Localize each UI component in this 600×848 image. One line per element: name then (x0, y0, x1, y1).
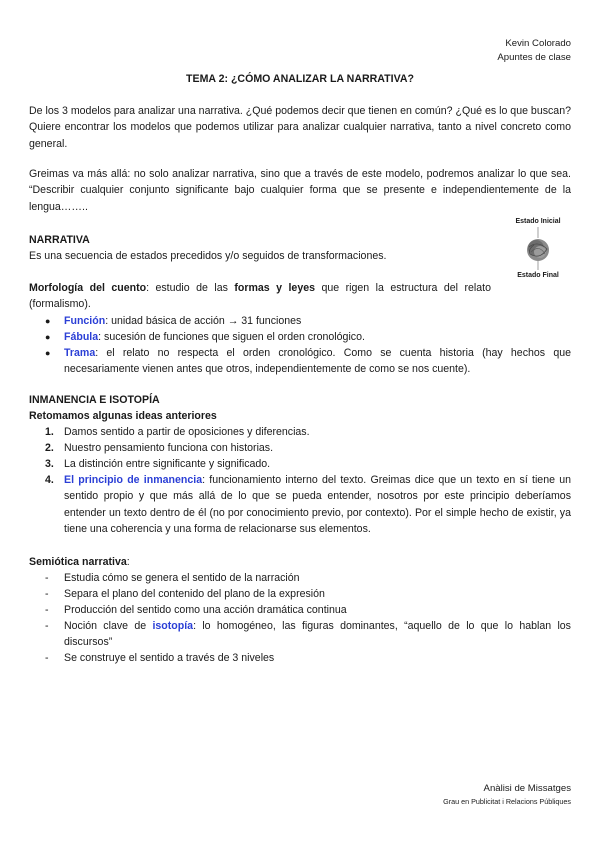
footer-course: Anàlisi de Missatges (483, 783, 571, 794)
numbered-item (45, 440, 571, 456)
page-header (497, 37, 571, 65)
narrativa-definition: Es una secuencia de estados precedidos y/o seguidos de transformaciones. (29, 250, 387, 262)
item-text: Estudia cómo se genera el sentido de la narración (64, 572, 300, 584)
dash-icon: - (45, 652, 49, 664)
item-number: 4. (45, 474, 54, 486)
list-item (45, 618, 571, 651)
section-heading-inmanencia: INMANENCIA E ISOTOPÍA (29, 394, 160, 406)
item-text: La distinción entre significante y significado. (64, 458, 271, 470)
item-number: 1. (45, 426, 54, 438)
item-text: Separa el plano del contenido del plano de la expresión (64, 588, 325, 600)
item-text: Nuestro pensamiento funciona con historias. (64, 442, 274, 454)
morfologia-text-a: : estudio de las (146, 282, 235, 294)
list-item (45, 313, 571, 329)
bullet-icon: ● (45, 332, 51, 342)
header-subtitle: Apuntes de clase (497, 52, 571, 63)
bullet-text: : sucesión de funciones que siguen el orden cronológico. (98, 331, 365, 343)
item-text: Damos sentido a partir de oposiciones y diferencias. (64, 426, 310, 438)
bullet-icon: ● (45, 316, 51, 326)
item-term: El principio de inmanencia (64, 474, 203, 486)
dash-icon: - (45, 604, 49, 616)
list-item (45, 650, 571, 666)
semiotica-colon: : (126, 556, 130, 568)
morfologia-bold: formas y leyes (234, 282, 316, 294)
intro-paragraph-2: Greimas va más allá: no solo analizar narrativa, sino que a través de este modelo, podremos analizar lo que sea. “Describir cualquier conjunto significante bajo cualquier forma que se presente e independientemente de la lengua…….. (29, 168, 571, 213)
bullet-text: : el relato no respecta el orden cronológico. Como se cuenta historia (hay hechos que necesariamente vienen antes que otros, independientemente de como se nos cuente). (64, 347, 571, 376)
bullet-icon: ● (45, 348, 51, 358)
item-text: : funcionamiento interno del texto. Greimas dice que un texto en sí tiene un sentido propio y que más allá de lo que se pueda entender, nosotros por este principio deberíamos entender un texto dentro de él (no por conocimiento previo, por contexto). Por el simple hecho de existir, ya tiene una coherencia y una forma de relacionarse sus elementos. (64, 474, 571, 536)
item-number: 2. (45, 442, 54, 454)
page-footer (443, 782, 571, 808)
bullet-term: Función (64, 315, 106, 327)
bullet-text: : unidad básica de acción → 31 funciones (105, 315, 302, 327)
morfologia-term: Morfología del cuento (29, 282, 147, 294)
numbered-item (45, 472, 571, 538)
diagram-label-final: Estado Final (517, 272, 559, 279)
dash-icon: - (45, 588, 49, 600)
item-pre: Noción clave de (64, 620, 153, 632)
list-item (45, 586, 571, 602)
numbered-item (45, 424, 571, 440)
list-item (45, 602, 571, 618)
morfologia-paragraph (29, 280, 491, 313)
item-text: Se construye el sentido a través de 3 niveles (64, 652, 275, 664)
section-heading-semiotica (29, 554, 130, 570)
list-item (45, 345, 571, 378)
section-heading-narrativa: NARRATIVA (29, 234, 90, 246)
list-item (45, 329, 571, 345)
diagram-label-initial: Estado Inicial (515, 218, 561, 225)
item-text: : lo homogéneo, las figuras dominantes, “aquello de lo que lo hablan los discursos” (64, 620, 571, 649)
morfologia-text-b: que rigen la estructura del relato (formalismo). (29, 282, 491, 311)
states-diagram (498, 214, 578, 282)
footer-degree: Grau en Publicitat i Relacions Públiques (443, 797, 571, 806)
item-term: isotopía (152, 620, 194, 632)
dash-icon: - (45, 572, 49, 584)
subheading-retomamos: Retomamos algunas ideas anteriores (29, 410, 217, 422)
bullet-term: Trama (64, 347, 96, 359)
list-item (45, 570, 571, 586)
item-number: 3. (45, 458, 54, 470)
document-title: TEMA 2: ¿CÓMO ANALIZAR LA NARRATIVA? (186, 73, 414, 85)
author-name: Kevin Colorado (505, 38, 571, 49)
semiotica-heading: Semiótica narrativa (29, 556, 127, 568)
dash-icon: - (45, 620, 49, 632)
bullet-term: Fábula (64, 331, 99, 343)
intro-paragraph-1: De los 3 modelos para analizar una narrativa. ¿Qué podemos decir que tienen en común? ¿Qué es lo que buscan? Quiere encontrar los modelos que podemos utilizar para analizar cualquier narrativa, tanto a nivel concreto como general. (29, 105, 571, 150)
item-text: Producción del sentido como una acción dramática continua (64, 604, 347, 616)
numbered-item (45, 456, 571, 472)
